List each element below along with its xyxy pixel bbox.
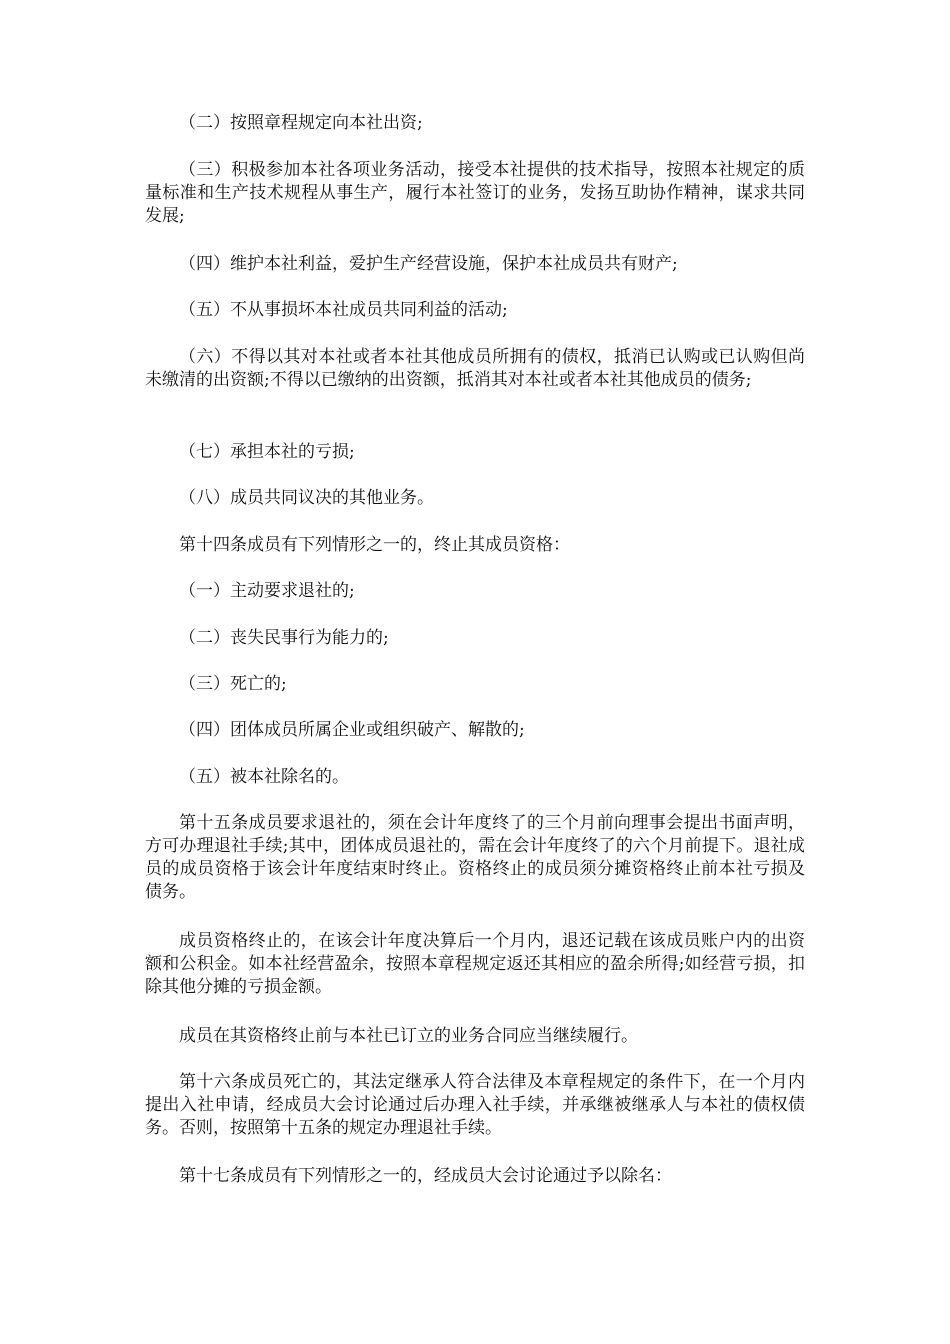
paragraph-obligation-3: （三）积极参加本社各项业务活动，接受本社提供的技术指导，按照本社规定的质量标准和生产技术规程从事生产，履行本社签订的业务，发扬互助协作精神，谋求共同发展; — [145, 160, 805, 226]
paragraph-obligation-5: （五）不从事损坏本社成员共同利益的活动; — [179, 300, 508, 320]
paragraph-termination-3: （三）死亡的; — [179, 674, 287, 694]
paragraph-article-14: 第十四条成员有下列情形之一的，终止其成员资格： — [179, 535, 570, 555]
paragraph-obligation-8: （八）成员共同议决的其他业务。 — [179, 488, 434, 508]
paragraph-obligation-4: （四）维护本社利益，爱护生产经营设施，保护本社成员共有财产; — [179, 254, 678, 274]
paragraph-article-15: 第十五条成员要求退社的，须在会计年度终了的三个月前向理事会提出书面声明，方可办理退社手续;其中，团体成员退社的，需在会计年度终了的六个月前提下。退社成员的成员资格于该会计年度结束时终止。资格终止的成员须分摊资格终止前本社亏损及债务。 — [145, 813, 805, 902]
paragraph-termination-4: （四）团体成员所属企业或组织破产、解散的; — [179, 720, 525, 740]
paragraph-termination-1: （一）主动要求退社的; — [179, 581, 355, 601]
paragraph-obligation-2: （二）按照章程规定向本社出资; — [179, 113, 423, 133]
paragraph-obligation-7: （七）承担本社的亏损; — [179, 442, 355, 462]
paragraph-article-17: 第十七条成员有下列情形之一的，经成员大会讨论通过予以除名： — [179, 1166, 672, 1186]
paragraph-termination-5: （五）被本社除名的。 — [179, 767, 349, 787]
paragraph-termination-2: （二）丧失民事行为能力的; — [179, 628, 389, 648]
paragraph-refund: 成员资格终止的，在该会计年度决算后一个月内，退还记载在该成员账户内的出资额和公积金。如本社经营盈余，按照本章程规定返还其相应的盈余所得;如经营亏损，扣除其他分摊的亏损金额。 — [145, 931, 805, 997]
paragraph-obligation-6: （六）不得以其对本社或者本社其他成员所拥有的债权，抵消已认购或已认购但尚未缴清的出资额;不得以已缴纳的出资额，抵消其对本社或者本社其他成员的债务; — [145, 347, 805, 390]
paragraph-article-16: 第十六条成员死亡的，其法定继承人符合法律及本章程规定的条件下，在一个月内提出入社申请，经成员大会讨论通过后办理入社手续，并承继被继承人与本社的债权债务。否则，按照第十五条的规定办理退社手续。 — [145, 1072, 805, 1138]
paragraph-contract-continuation: 成员在其资格终止前与本社已订立的业务合同应当继续履行。 — [179, 1026, 638, 1046]
